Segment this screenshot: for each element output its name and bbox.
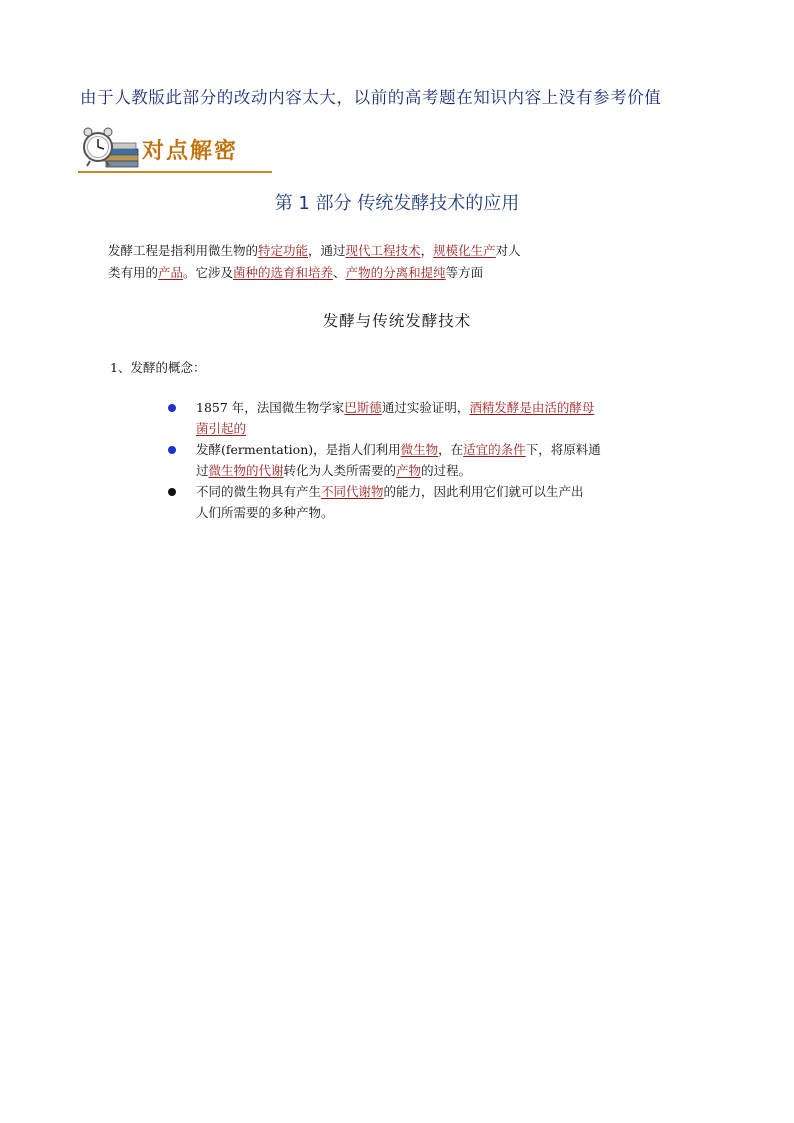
bullet-text: 转化为人类所需要的 [283,462,397,478]
concept-label: 1、发酵的概念： [110,360,206,375]
intro-highlight: 菌种的选育和培养 [233,265,334,280]
intro-text: 对人 [495,243,521,258]
section-banner [78,125,272,175]
list-item [166,482,646,523]
list-item [166,398,646,439]
bullet-list [166,398,646,524]
notice-text: 由于人教版此部分的改动内容太大，以前的高考题在知识内容上没有参考价值 [80,88,662,107]
intro-text: 发酵工程是指利用微生物的 [108,243,259,258]
intro-text: ，通过 [308,243,346,258]
intro-highlight: 产物的分离和提纯 [345,265,446,280]
bullet-text: 1857 年，法国微生物学家 [196,400,345,415]
banner-title: 对点解密 [142,139,239,164]
bullet-text: 的能力，因此利用它们就可以生产出 [383,484,584,499]
subheading: 发酵与传统发酵技术 [322,312,472,330]
bullet-highlight: 不同代谢物 [321,484,384,499]
intro-text: ， [420,243,434,258]
list-item [166,440,646,481]
bullet-text: 通过实验证明， [381,400,470,415]
intro-highlight: 产品 [158,265,184,280]
bullet-text: 过 [196,462,209,478]
section-title: 第 1 部分 传统发酵技术的应用 [274,193,520,214]
bullet-text: 下，将原料通 [525,442,601,457]
intro-highlight: 特定功能 [258,243,309,258]
intro-highlight: 现代工程技术 [345,243,421,258]
bullet-text: 不同的微生物具有产生 [196,484,322,499]
bullet-highlight: 菌引起的 [196,420,247,436]
intro-text: 。它涉及 [183,265,234,280]
bullet-dot-icon [168,404,176,412]
bullet-highlight: 微生物 [400,442,439,457]
intro-paragraph [108,240,588,284]
intro-highlight: 规模化生产 [433,243,496,258]
bullet-highlight: 适宜的条件 [463,442,526,457]
bullet-highlight: 微生物的代谢 [208,462,284,478]
intro-line-1 [108,240,588,262]
alarm-clock-books-icon [80,125,140,169]
bullet-text: 发酵(fermentation)，是指人们利用 [196,442,401,457]
intro-text: 等方面 [445,265,484,280]
bullet-text: 的过程。 [421,462,472,478]
bullet-dot-icon [168,488,176,496]
intro-line-2 [108,262,588,284]
intro-text: 、 [333,265,346,280]
intro-text: 类有用的 [108,265,159,280]
bullet-dot-icon [168,446,176,454]
banner-divider [78,171,272,173]
bullet-highlight: 酒精发酵是由活的酵母 [469,400,595,415]
bullet-highlight: 产物 [396,462,422,478]
bullet-highlight: 巴斯德 [344,400,382,415]
bullet-text: 人们所需要的多种产物。 [196,504,334,520]
bullet-text: ，在 [438,442,464,457]
